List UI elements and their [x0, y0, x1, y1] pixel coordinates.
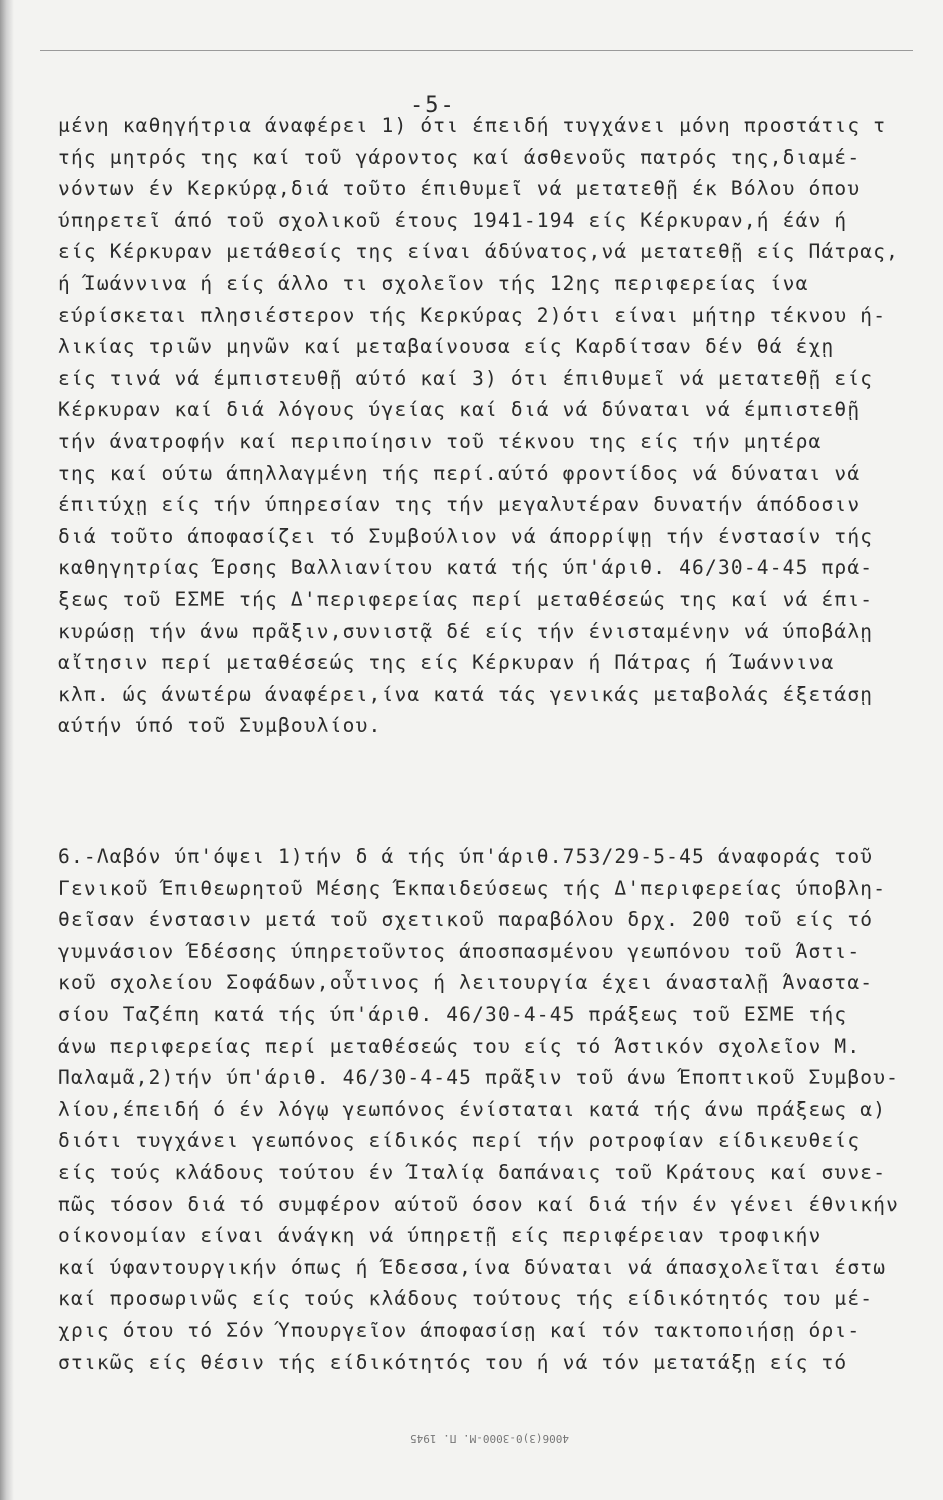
text-line: κλπ. ώς άνωτέρω άναφέρει,ίνα κατά τάς γενικάς μεταβολάς έξετάσῃ: [58, 682, 874, 706]
text-line: της καί ούτω άπηλλαγμένη τής περί.αύτό φροντίδος νά δύναται νά: [58, 461, 861, 485]
text-line: οίκονομίαν είναι άνάγκη νά ύπηρετῇ είς περιφέρειαν τροφικήν: [58, 1224, 822, 1248]
paragraph-6: [58, 841, 936, 1378]
text-line: καί προσωρινῶς είς τούς κλάδους τούτους τής είδικότητός του μέ-: [58, 1287, 874, 1311]
text-line: 6.-Λαβόν ύπ'όψει 1)τήν δ ά τής ύπ'άριθ.753/29-5-45 άναφοράς τοῦ: [58, 845, 874, 868]
page-number: -5-: [410, 93, 456, 118]
text-line: αἴτησιν περί μεταθέσεώς της είς Κέρκυραν ή Πάτρας ή Ίωάννινα: [58, 651, 835, 675]
paragraph-5: [58, 110, 936, 742]
text-line: γυμνάσιον Έδέσσης ύπηρετοῦντος άποσπασμένου γεωπόνου τοῦ Άστι-: [58, 939, 861, 963]
text-line: τής μητρός της καί τοῦ γάροντος καί άσθενοῦς πατρός της,διαμέ-: [58, 145, 861, 169]
text-line: είς Κέρκυραν μετάθεσίς της είναι άδύνατος,νά μετατεθῇ είς Πάτρας,: [58, 240, 900, 264]
text-line: στικῶς είς θέσιν τής είδικότητός του ή νά τόν μετατάξῃ είς τό: [58, 1350, 848, 1374]
top-rule: [40, 50, 913, 51]
text-line: τήν άνατροφήν καί περιποίησιν τοῦ τέκνου της είς τήν μητέρα: [58, 429, 822, 453]
text-line: είς τινά νά έμπιστευθῇ αύτό καί 3) ότι έπιθυμεῖ νά μετατεθῇ είς: [58, 366, 874, 390]
text-line: Γενικοῦ Έπιθεωρητοῦ Μέσης Έκπαιδεύσεως τής Δ'περιφερείας ύποβλη-: [58, 876, 887, 900]
footer-stamp-mirrored: 4006(3)0-3000-M. Π. 1945: [410, 1432, 569, 1445]
text-line: αύτήν ύπό τοῦ Συμβουλίου.: [58, 714, 382, 738]
text-line: άνω περιφερείας περί μεταθέσεώς του είς τό Άστικόν σχολεῖον Μ.: [58, 1034, 861, 1058]
text-line: έπιτύχῃ είς τήν ύπηρεσίαν της τήν μεγαλυτέραν δυνατήν άπόδοσιν: [58, 493, 861, 517]
text-line: μένη καθηγήτρια άναφέρει 1) ότι έπειδή τυγχάνει μόνη προστάτις τ: [58, 114, 887, 137]
text-line: καί ύφαντουργικήν όπως ή Έδεσσα,ίνα δύναται νά άπασχολεῖται έστω: [58, 1255, 887, 1279]
text-line: Παλαμᾶ,2)τήν ύπ'άριθ. 46/30-4-45 πρᾶξιν τοῦ άνω Έποπτικοῦ Συμβου-: [58, 1066, 900, 1090]
text-line: καθηγητρίας Έρσης Βαλλιανίτου κατά τής ύπ'άριθ. 46/30-4-45 πρά-: [58, 556, 874, 580]
text-line: διότι τυγχάνει γεωπόνος είδικός περί τήν ροτροφίαν είδικευθείς: [58, 1129, 861, 1153]
scan-page-edge: [0, 0, 14, 1500]
text-line: ξεως τοῦ ΕΣΜΕ τής Δ'περιφερείας περί μεταθέσεώς της καί νά έπι-: [58, 587, 874, 611]
text-line: είς τούς κλάδους τούτου έν Ίταλίᾳ δαπάναις τοῦ Κράτους καί συνε-: [58, 1160, 887, 1184]
text-line: χρις ότου τό Σόν Ύπουργεῖον άποφασίσῃ καί τόν τακτοποιήσῃ όρι-: [58, 1318, 861, 1342]
text-line: σίου Ταζέπη κατά τής ύπ'άριθ. 46/30-4-45 πράξεως τοῦ ΕΣΜΕ τής: [58, 1002, 848, 1026]
text-line: λικίας τριῶν μηνῶν καί μεταβαίνουσα είς Καρδίτσαν δέν θά έχῃ: [58, 335, 835, 359]
text-line: διά τοῦτο άποφασίζει τό Συμβούλιον νά άπορρίψῃ τήν ένστασίν τής: [58, 524, 874, 548]
text-line: κυρώσῃ τήν άνω πρᾶξιν,συνιστᾷ δέ είς τήν ένισταμένην νά ύποβάλῃ: [58, 619, 874, 643]
text-line: θεῖσαν ένστασιν μετά τοῦ σχετικοῦ παραβόλου δρχ. 200 τοῦ είς τό: [58, 908, 874, 932]
text-line: πῶς τόσον διά τό συμφέρον αύτοῦ όσον καί διά τήν έν γένει έθνικήν: [58, 1192, 900, 1216]
text-line: λίου,έπειδή ό έν λόγῳ γεωπόνος ένίσταται κατά τής άνω πράξεως α): [58, 1097, 887, 1121]
text-line: ή Ίωάννινα ή είς άλλο τι σχολεῖον τής 12ης περιφερείας ίνα: [58, 271, 809, 295]
text-line: ύπηρετεῖ άπό τοῦ σχολικοῦ έτους 1941-194 είς Κέρκυραν,ή έάν ή: [58, 208, 848, 232]
text-line: κοῦ σχολείου Σοφάδων,οὗτινος ή λειτουργία έχει άνασταλῇ Άναστα-: [58, 971, 874, 995]
text-line: νόντων έν Κερκύρᾳ,διά τοῦτο έπιθυμεῖ νά μετατεθῇ έκ Βόλου όπου: [58, 177, 861, 201]
text-line: Κέρκυραν καί διά λόγους ύγείας καί διά νά δύναται νά έμπιστεθῇ: [58, 398, 861, 422]
text-line: εύρίσκεται πλησιέστερον τής Κερκύρας 2)ότι είναι μήτηρ τέκνου ή-: [58, 303, 887, 327]
